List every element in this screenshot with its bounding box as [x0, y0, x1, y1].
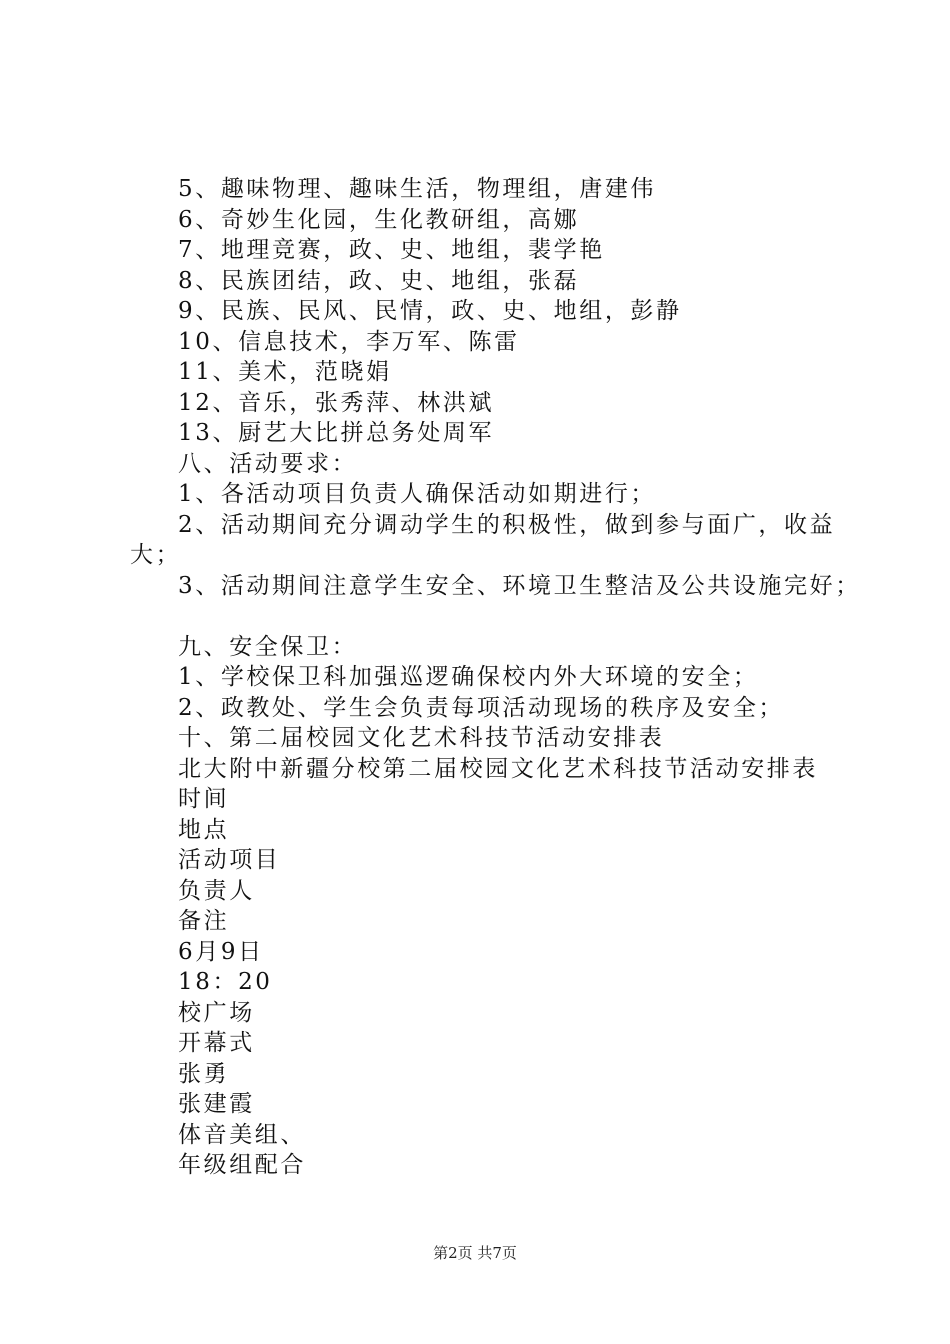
- text-line: 2、活动期间充分调动学生的积极性，做到参与面广，收益: [178, 511, 836, 538]
- table-cell: 负责人: [178, 877, 255, 904]
- section-heading: 十、第二届校园文化艺术科技节活动安排表: [178, 725, 665, 751]
- text-line: 13、厨艺大比拼总务处周军: [178, 420, 495, 446]
- table-cell: 张勇: [178, 1060, 230, 1087]
- table-cell: 时间: [178, 786, 230, 812]
- table-cell: 年级组配合: [178, 1152, 306, 1178]
- text-line: 8、民族团结，政、史、地组，张磊: [178, 267, 580, 294]
- table-cell: 6月9日: [178, 938, 264, 965]
- table-cell: 18：20: [178, 969, 273, 995]
- document-body: [130, 174, 861, 1181]
- text-line: 3、活动期间注意学生安全、环境卫生整洁及公共设施完好；: [178, 572, 861, 599]
- text-line: 7、地理竞赛，政、史、地组，裴学艳: [178, 237, 605, 263]
- text-line: 6、奇妙生化园，生化教研组，高娜: [178, 206, 580, 233]
- section-heading: 九、安全保卫：: [178, 633, 358, 660]
- page-footer: 第2页 共7页: [433, 1244, 517, 1262]
- table-cell: 备注: [178, 908, 230, 934]
- text-line: 9、民族、民风、民情，政、史、地组，彭静: [178, 298, 682, 324]
- text-line: 1、学校保卫科加强巡逻确保校内外大环境的安全；: [178, 664, 759, 690]
- table-cell: 地点: [178, 816, 230, 843]
- section-heading: 八、活动要求：: [178, 450, 358, 477]
- table-cell: 张建霞: [178, 1091, 255, 1117]
- table-cell: 开幕式: [178, 1030, 255, 1056]
- table-cell: 校广场: [178, 999, 255, 1026]
- text-line: 11、美术，范晓娟: [178, 359, 392, 385]
- text-line: 10、信息技术，李万军、陈雷: [178, 328, 520, 355]
- text-line: 12、音乐，张秀萍、林洪斌: [178, 389, 495, 416]
- text-line: 5、趣味物理、趣味生活，物理组，唐建伟: [178, 176, 657, 202]
- blank-line: [130, 601, 850, 632]
- table-cell: 活动项目: [178, 847, 281, 873]
- table-title: 北大附中新疆分校第二届校园文化艺术科技节活动安排表: [178, 755, 818, 782]
- text-line: 2、政教处、学生会负责每项活动现场的秩序及安全；: [178, 694, 785, 721]
- text-line: 大；: [130, 542, 182, 568]
- text-line: 1、各活动项目负责人确保活动如期进行；: [178, 481, 657, 507]
- table-cell: 体音美组、: [178, 1121, 306, 1148]
